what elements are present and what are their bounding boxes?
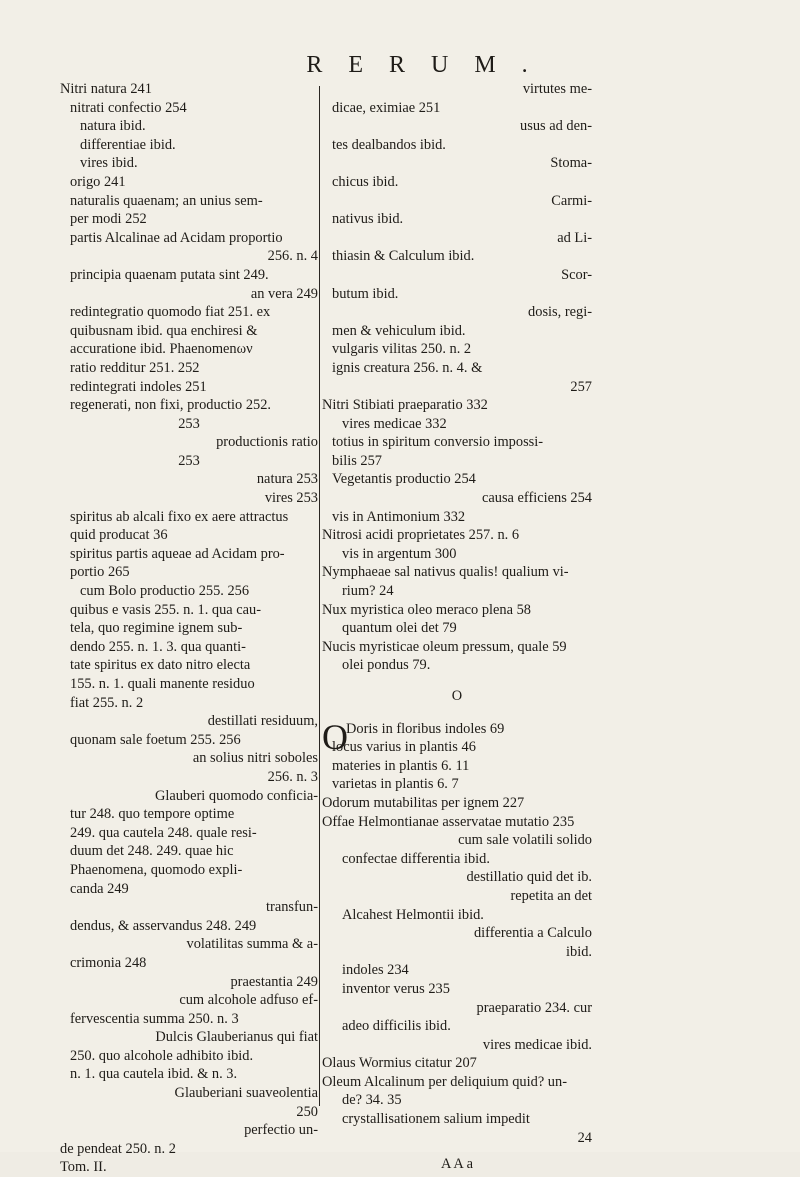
- index-line: fervescentia summa 250. n. 3: [70, 1010, 239, 1027]
- index-line: natura ibid.: [80, 118, 146, 135]
- index-line: 250: [296, 1103, 318, 1120]
- index-line: origo 241: [70, 173, 126, 190]
- index-line: totius in spiritum conversio impossi-: [332, 434, 544, 451]
- index-line: Nux myristica oleo meraco plena 58: [322, 601, 531, 618]
- index-line: destillatio quid det ib.: [466, 869, 592, 886]
- o-section-entries: [322, 738, 592, 1147]
- index-line: duum det 248. 249. quae hic: [70, 843, 234, 860]
- index-line: spiritus partis aqueae ad Acidam pro-: [70, 545, 285, 562]
- index-line: 155. n. 1. quali manente residuo: [70, 676, 255, 692]
- index-line: Alcahest Helmontii ibid.: [342, 906, 484, 923]
- index-line: dendo 255. n. 1. 3. qua quanti-: [70, 638, 246, 655]
- index-line: ad Li-: [557, 229, 592, 246]
- index-line: 253: [178, 415, 200, 432]
- index-line: causa efficiens 254: [481, 490, 592, 507]
- index-line: dendus, & asservandus 248. 249: [70, 917, 257, 934]
- index-line: quibus e vasis 255. n. 1. qua cau-: [70, 601, 262, 618]
- index-line: tes dealbandos ibid.: [332, 136, 446, 153]
- column-divider: [319, 86, 320, 1106]
- index-line: an vera 249: [250, 285, 318, 302]
- index-line: Offae Helmontianae asservatae mutatio 235: [322, 813, 575, 830]
- index-line: de? 34. 35: [342, 1092, 402, 1109]
- index-line: vis in argentum 300: [342, 545, 457, 562]
- index-line: vires medicae ibid.: [482, 1036, 592, 1053]
- index-line: repetita an det: [510, 887, 592, 904]
- index-line: confectae differentia ibid.: [342, 850, 490, 867]
- index-line: fiat 255. n. 2: [70, 694, 144, 711]
- index-line: Scor-: [561, 266, 592, 283]
- index-line: Oleum Alcalinum per deliquium quid? un-: [322, 1073, 567, 1090]
- index-line: varietas in plantis 6. 7: [332, 776, 459, 793]
- index-line: Vegetantis productio 254: [332, 471, 476, 488]
- index-line: differentia a Calculo: [473, 925, 592, 942]
- index-line: Dulcis Glauberianus qui fiat: [155, 1029, 318, 1046]
- index-line: usus ad den-: [520, 118, 592, 135]
- index-line: vires ibid.: [80, 155, 138, 172]
- index-line: quantum olei det 79: [342, 620, 457, 637]
- index-line: vis in Antimonium 332: [332, 508, 466, 525]
- index-column-right: [322, 80, 592, 1174]
- index-line: 253: [178, 452, 200, 469]
- index-line: cum alcohole adfuso ef-: [179, 992, 318, 1009]
- index-line: inventor verus 235: [342, 980, 450, 997]
- index-line: 257: [570, 378, 592, 395]
- index-line: Odorum mutabilitas per ignem 227: [322, 794, 525, 811]
- right-column-entries: [322, 80, 592, 675]
- index-line: Nymphaeae sal nativus qualis! qualium vi-: [322, 564, 569, 581]
- index-line: quonam sale foetum 255. 256: [70, 731, 241, 748]
- index-line: perfectio un-: [244, 1122, 318, 1139]
- index-line: de pendeat 250. n. 2: [60, 1140, 176, 1157]
- index-line: bilis 257: [332, 452, 382, 469]
- index-line: nitrati confectio 254: [70, 99, 187, 116]
- index-line: principia quaenam putata sint 249.: [70, 266, 269, 283]
- index-line: accuratione ibid. Phaenomenων: [70, 341, 253, 358]
- index-line: nativus ibid.: [332, 211, 404, 228]
- index-column-left: [60, 80, 318, 1177]
- index-line: olei pondus 79.: [342, 657, 431, 674]
- index-line: praeparatio 234. cur: [476, 999, 592, 1016]
- index-line: crystallisationem salium impedit: [342, 1111, 530, 1128]
- index-line: 249. qua cautela 248. quale resi-: [70, 824, 257, 841]
- index-line: quibusnam ibid. qua enchiresi &: [70, 322, 258, 339]
- index-line: destillati residuum,: [207, 713, 318, 730]
- index-line: ibid.: [566, 943, 592, 960]
- index-line: Tom. II.: [60, 1159, 107, 1176]
- index-line: Carmi-: [551, 192, 592, 209]
- index-line: 250. quo alcohole adhibito ibid.: [70, 1047, 254, 1064]
- index-line: Nucis myristicae oleum pressum, quale 59: [322, 638, 567, 655]
- index-line: chicus ibid.: [332, 173, 399, 190]
- index-line: natura 253: [256, 471, 318, 488]
- index-line: materies in plantis 6. 11: [332, 757, 470, 774]
- index-line: virtutes me-: [522, 81, 592, 97]
- index-line: naturalis quaenam; an unius sem-: [70, 192, 263, 209]
- index-line: locus varius in plantis 46: [332, 739, 476, 756]
- index-line: ignis creatura 256. n. 4. &: [332, 359, 483, 376]
- index-line: dosis, regi-: [528, 304, 592, 321]
- index-line: indoles 234: [342, 962, 409, 979]
- index-line: vires 253: [264, 490, 318, 507]
- index-line: 24: [577, 1129, 592, 1146]
- index-line: portio 265: [70, 564, 130, 581]
- index-line: men & vehiculum ibid.: [332, 322, 466, 339]
- index-line: vires medicae 332: [342, 415, 447, 432]
- index-line: rium? 24: [342, 583, 394, 600]
- index-line: Doris in floribus indoles 69: [346, 720, 505, 737]
- index-line: butum ibid.: [332, 285, 399, 302]
- index-line: redintegratio quomodo fiat 251. ex: [70, 304, 271, 321]
- index-line: differentiae ibid.: [80, 136, 176, 153]
- index-line: volatilitas summa & a-: [186, 936, 318, 953]
- index-line: per modi 252: [70, 211, 147, 228]
- index-line: productionis ratio: [216, 434, 318, 451]
- index-line: Nitri natura 241: [60, 81, 152, 97]
- index-line: spiritus ab alcali fixo ex aere attractus: [70, 508, 289, 525]
- index-line: regenerati, non fixi, productio 252.: [70, 397, 272, 414]
- index-line: partis Alcalinae ad Acidam proportio: [70, 229, 283, 246]
- index-line: 256. n. 4: [267, 248, 318, 265]
- index-line: Nitri Stibiati praeparatio 332: [322, 397, 488, 414]
- index-line: vulgaris vilitas 250. n. 2: [332, 341, 472, 358]
- index-line: ratio redditur 251. 252: [70, 359, 200, 376]
- index-line: n. 1. qua cautela ibid. & n. 3.: [70, 1066, 238, 1083]
- index-line: Olaus Wormius citatur 207: [322, 1055, 477, 1072]
- index-line: tate spiritus ex dato nitro electa: [70, 657, 251, 674]
- index-line: tela, quo regimine ignem sub-: [70, 620, 243, 637]
- index-line: crimonia 248: [70, 954, 147, 971]
- index-line: canda 249: [70, 880, 129, 897]
- index-line: adeo difficilis ibid.: [342, 1018, 451, 1035]
- index-line: transfun-: [266, 899, 318, 916]
- index-line: Phaenomena, quomodo expli-: [70, 861, 243, 878]
- index-line: cum sale volatili solido: [458, 832, 592, 849]
- section-letter: O: [451, 688, 463, 704]
- index-line: 256. n. 3: [267, 768, 318, 785]
- index-line: thiasin & Calculum ibid.: [332, 248, 475, 265]
- drop-cap-letter: O: [322, 716, 348, 757]
- running-title: RERUM.: [306, 52, 554, 78]
- index-line: dicae, eximiae 251: [332, 99, 441, 116]
- index-line: tur 248. quo tempore optime: [70, 806, 235, 823]
- index-line: Glauberiani suaveolentia: [174, 1085, 318, 1102]
- catchword: A A a: [441, 1156, 473, 1173]
- index-line: Glauberi quomodo conficia-: [154, 787, 318, 804]
- index-line: Stoma-: [550, 155, 592, 172]
- index-line: praestantia 249: [230, 973, 318, 990]
- index-line: redintegrati indoles 251: [70, 378, 207, 395]
- index-line: an solius nitri soboles: [192, 750, 318, 767]
- index-line: Nitrosi acidi proprietates 257. n. 6: [322, 527, 520, 544]
- index-line: quid producat 36: [70, 527, 168, 544]
- index-line: cum Bolo productio 255. 256: [80, 583, 250, 600]
